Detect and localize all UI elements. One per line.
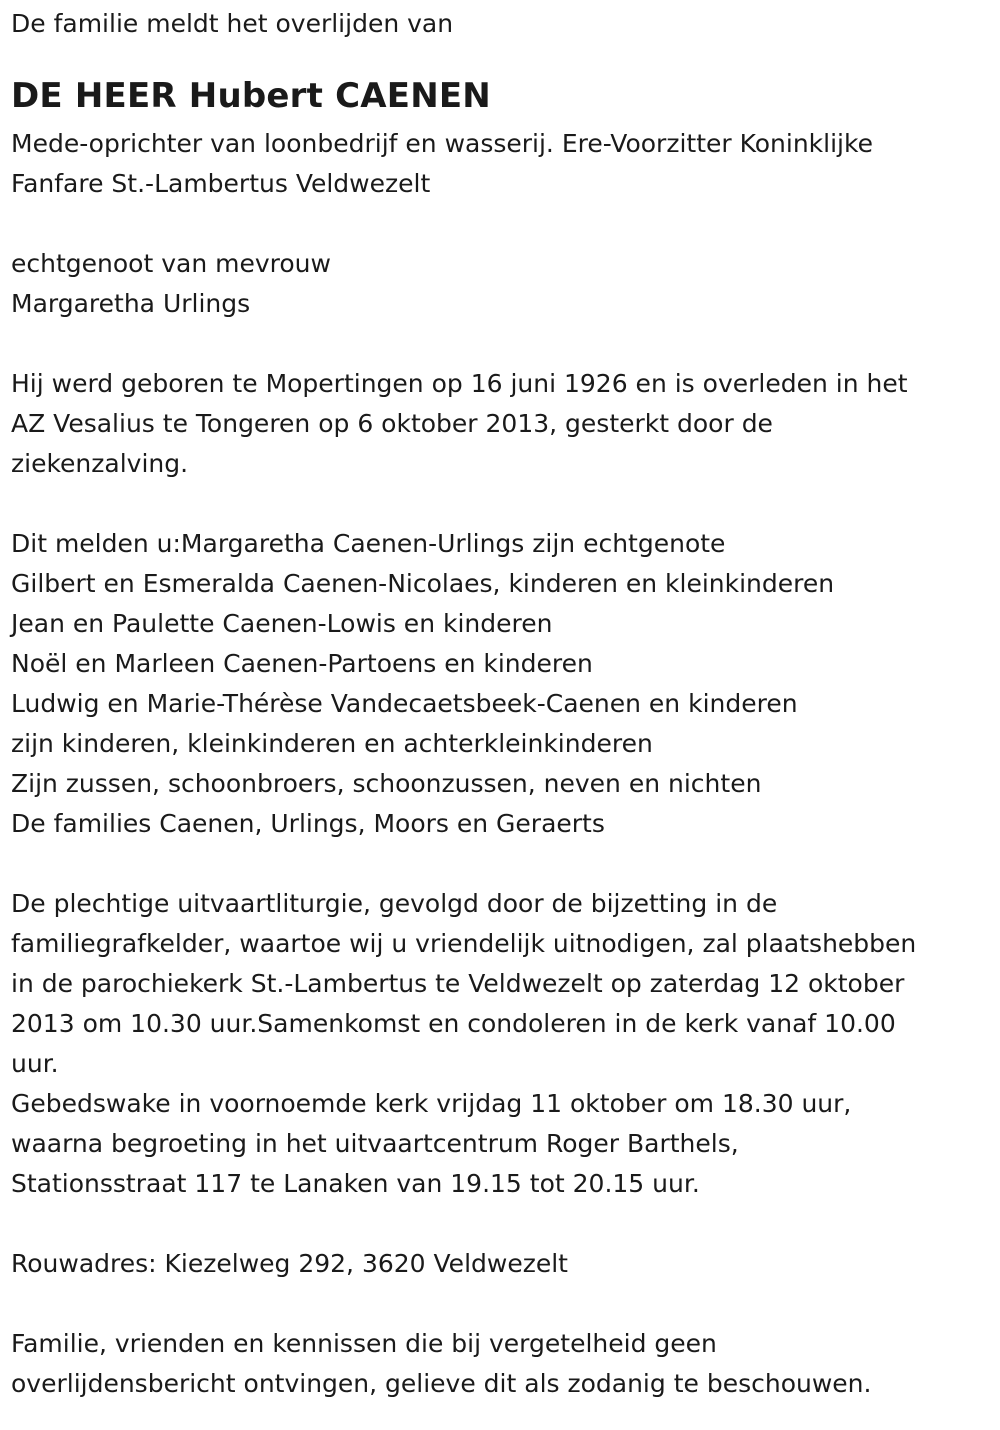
spacer (11, 484, 986, 524)
announcers-paragraph (11, 524, 986, 844)
deceased-name-heading: DE HEER Hubert CAENEN (11, 76, 491, 116)
role-paragraph (11, 124, 986, 204)
spacer (11, 844, 986, 884)
role-line: Fanfare St.-Lambertus Veldwezelt (11, 169, 431, 198)
funeral-line: 2013 om 10.30 uur.Samenkomst en condoleren in de kerk vanaf 10.00 (11, 1009, 896, 1038)
spacer (11, 1284, 986, 1324)
funeral-line: in de parochiekerk St.-Lambertus te Veldwezelt op zaterdag 12 oktober (11, 969, 905, 998)
funeral-paragraph (11, 884, 986, 1204)
mourning-address: Rouwadres: Kiezelweg 292, 3620 Veldwezelt (11, 1249, 568, 1278)
announcer-line: Noël en Marleen Caenen-Partoens en kinderen (11, 649, 593, 678)
birth-death-line: ziekenzalving. (11, 449, 189, 478)
announcer-line: De families Caenen, Urlings, Moors en Geraerts (11, 809, 605, 838)
birth-death-paragraph (11, 364, 986, 484)
announcer-line: zijn kinderen, kleinkinderen en achterkleinkinderen (11, 729, 653, 758)
announcer-line: Gilbert en Esmeralda Caenen-Nicolaes, kinderen en kleinkinderen (11, 569, 835, 598)
spacer (11, 324, 986, 364)
closing-line: Familie, vrienden en kennissen die bij vergetelheid geen (11, 1329, 717, 1358)
announcer-line: Jean en Paulette Caenen-Lowis en kinderen (11, 609, 553, 638)
closing-line: overlijdensbericht ontvingen, gelieve dit als zodanig te beschouwen. (11, 1369, 872, 1398)
announcer-line: Zijn zussen, schoonbroers, schoonzussen, neven en nichten (11, 769, 762, 798)
funeral-line: uur. (11, 1049, 59, 1078)
funeral-line: waarna begroeting in het uitvaartcentrum Roger Barthels, (11, 1129, 739, 1158)
spacer (11, 204, 986, 244)
funeral-line: Stationsstraat 117 te Lanaken van 19.15 tot 20.15 uur. (11, 1169, 700, 1198)
spouse-paragraph (11, 244, 986, 324)
announcer-line: Ludwig en Marie-Thérèse Vandecaetsbeek-Caenen en kinderen (11, 689, 798, 718)
spouse-line: Margaretha Urlings (11, 289, 251, 318)
role-line: Mede-oprichter van loonbedrijf en wasserij. Ere-Voorzitter Koninklijke (11, 129, 873, 158)
funeral-line: Gebedswake in voornoemde kerk vrijdag 11 oktober om 18.30 uur, (11, 1089, 852, 1118)
birth-death-line: AZ Vesalius te Tongeren op 6 oktober 2013, gesterkt door de (11, 409, 773, 438)
spacer (11, 44, 986, 68)
closing-paragraph (11, 1324, 986, 1404)
announcer-line: Dit melden u:Margaretha Caenen-Urlings zijn echtgenote (11, 529, 726, 558)
funeral-line: familiegrafkelder, waartoe wij u vriendelijk uitnodigen, zal plaatshebben (11, 929, 917, 958)
spouse-line: echtgenoot van mevrouw (11, 249, 331, 278)
intro-text: De familie meldt het overlijden van (11, 9, 454, 38)
obituary-notice (11, 4, 986, 1404)
birth-death-line: Hij werd geboren te Mopertingen op 16 juni 1926 en is overleden in het (11, 369, 908, 398)
funeral-line: De plechtige uitvaartliturgie, gevolgd door de bijzetting in de (11, 889, 778, 918)
spacer (11, 1204, 986, 1244)
